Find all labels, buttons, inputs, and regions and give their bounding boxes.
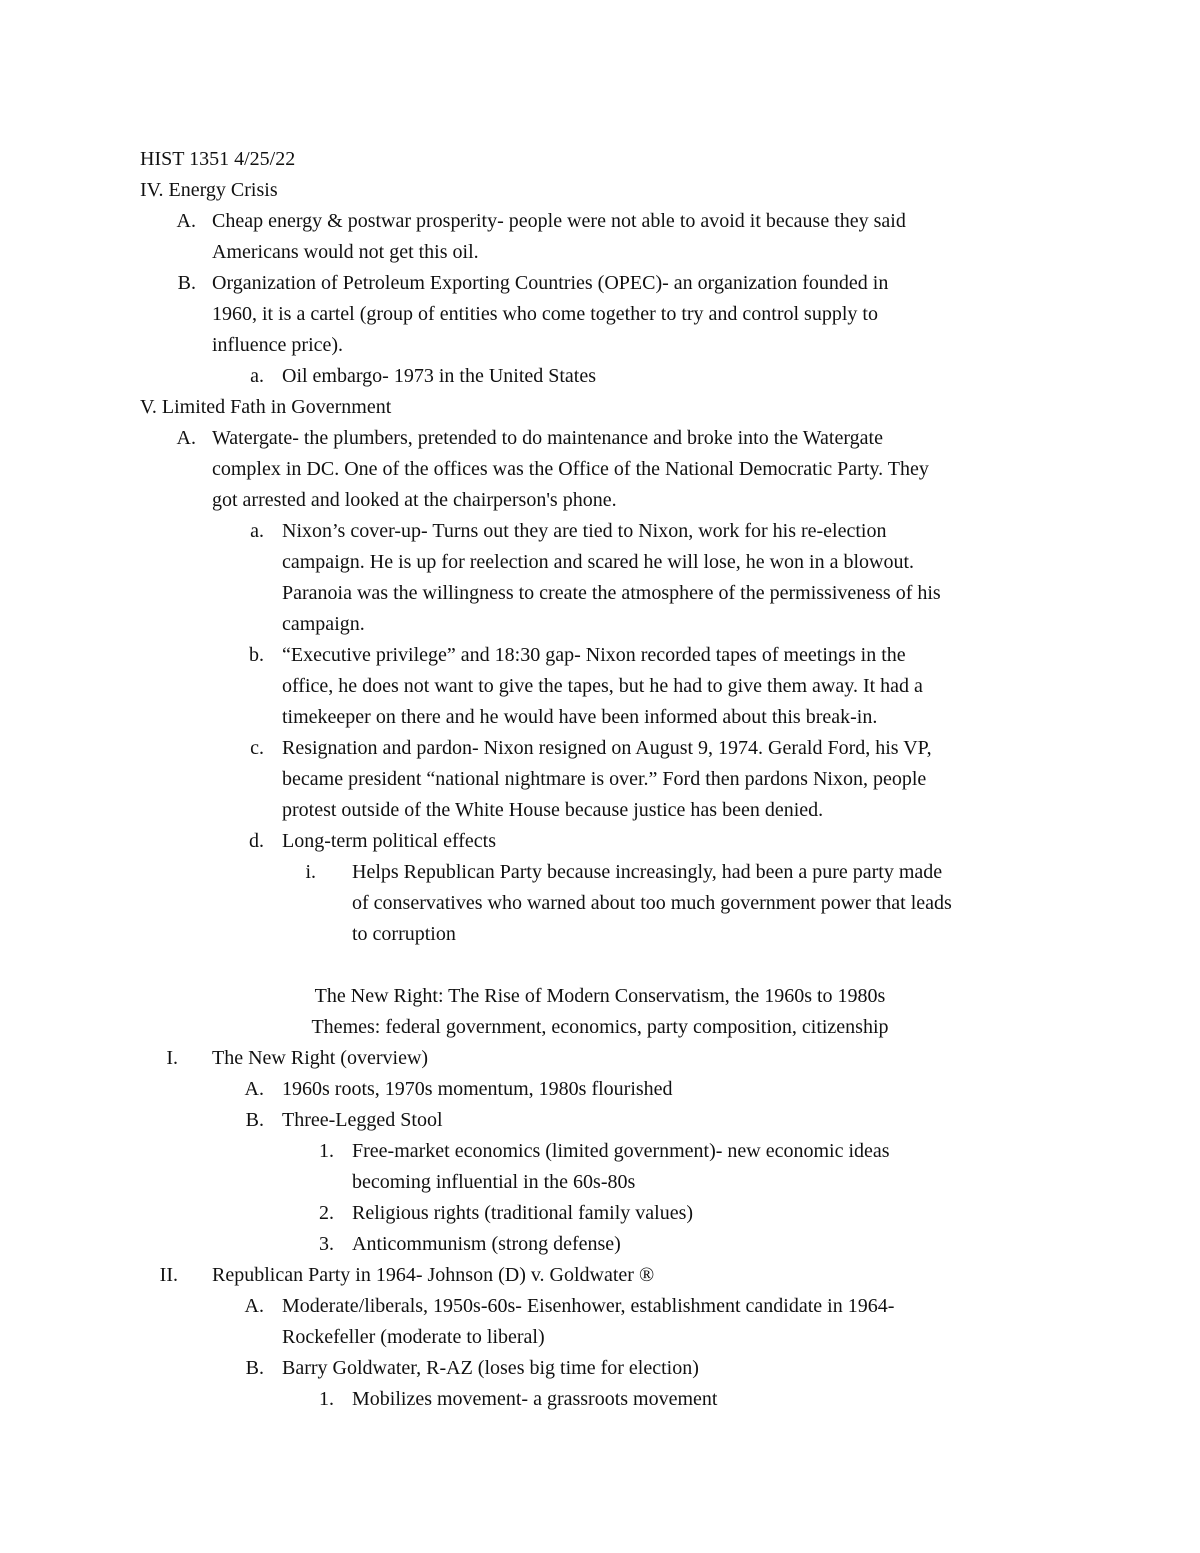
item-marker: c. xyxy=(250,737,264,759)
note-line: complex in DC. One of the offices was the Office of the National Democratic Party. They xyxy=(212,458,929,480)
item-marker: b. xyxy=(249,644,264,666)
note-line: Republican Party in 1964- Johnson (D) v. Goldwater ® xyxy=(212,1264,655,1286)
section-heading-limited-faith: V. Limited Fath in Government xyxy=(140,396,392,418)
note-line: Watergate- the plumbers, pretended to do maintenance and broke into the Watergate xyxy=(212,427,883,449)
note-line: Helps Republican Party because increasingly, had been a pure party made xyxy=(352,861,943,883)
note-line: of conservatives who warned about too much government power that leads xyxy=(352,892,952,914)
note-line: Long-term political effects xyxy=(282,830,496,852)
note-line: protest outside of the White House because justice has been denied. xyxy=(282,799,824,821)
note-line: Organization of Petroleum Exporting Countries (OPEC)- an organization founded in xyxy=(212,272,889,294)
note-line: Three-Legged Stool xyxy=(282,1109,443,1131)
item-marker: 1. xyxy=(319,1140,334,1162)
item-marker: i. xyxy=(305,861,316,883)
item-marker: A. xyxy=(176,210,196,232)
note-line: Americans would not get this oil. xyxy=(212,241,479,263)
note-line: Mobilizes movement- a grassroots movement xyxy=(352,1388,718,1410)
item-marker: a. xyxy=(250,365,264,387)
note-line: became president “national nightmare is over.” Ford then pardons Nixon, people xyxy=(282,768,927,790)
note-line: influence price). xyxy=(212,334,344,356)
note-line: campaign. xyxy=(282,613,365,635)
item-marker: 1. xyxy=(319,1388,334,1410)
note-line: timekeeper on there and he would have been informed about this break-in. xyxy=(282,706,878,728)
item-marker: A. xyxy=(244,1295,264,1317)
new-right-title: The New Right: The Rise of Modern Conservatism, the 1960s to 1980s xyxy=(314,985,886,1007)
note-line: becoming influential in the 60s-80s xyxy=(352,1171,636,1193)
note-line: Oil embargo- 1973 in the United States xyxy=(282,365,597,387)
note-line: Cheap energy & postwar prosperity- people were not able to avoid it because they said xyxy=(212,210,906,232)
note-line: Religious rights (traditional family values) xyxy=(352,1202,694,1224)
note-line: Paranoia was the willingness to create the atmosphere of the permissiveness of his xyxy=(282,582,941,604)
item-marker: A. xyxy=(244,1078,264,1100)
item-marker: 2. xyxy=(319,1202,334,1224)
note-line: The New Right (overview) xyxy=(212,1047,429,1069)
note-line: campaign. He is up for reelection and scared he will lose, he won in a blowout. xyxy=(282,551,915,573)
note-line: office, he does not want to give the tapes, but he had to give them away. It had a xyxy=(282,675,923,697)
note-line: 1960s roots, 1970s momentum, 1980s flourished xyxy=(282,1078,673,1100)
item-marker: A. xyxy=(176,427,196,449)
note-line: 1960, it is a cartel (group of entities who come together to try and control supply to xyxy=(212,303,878,325)
section-heading-energy-crisis: IV. Energy Crisis xyxy=(140,179,278,201)
item-marker: II. xyxy=(159,1264,178,1286)
new-right-themes: Themes: federal government, economics, party composition, citizenship xyxy=(311,1016,889,1038)
item-marker: B. xyxy=(245,1109,264,1131)
note-line: to corruption xyxy=(352,923,456,945)
item-marker: a. xyxy=(250,520,264,542)
item-marker: I. xyxy=(166,1047,178,1069)
item-marker: B. xyxy=(177,272,196,294)
note-line: Nixon’s cover-up- Turns out they are tied to Nixon, work for his re-election xyxy=(282,520,887,542)
item-marker: B. xyxy=(245,1357,264,1379)
note-line: Moderate/liberals, 1950s-60s- Eisenhower, establishment candidate in 1964- xyxy=(282,1295,895,1317)
note-line: Free-market economics (limited government)- new economic ideas xyxy=(352,1140,890,1162)
item-marker: d. xyxy=(249,830,264,852)
note-line: “Executive privilege” and 18:30 gap- Nixon recorded tapes of meetings in the xyxy=(282,644,906,666)
note-line: Resignation and pardon- Nixon resigned on August 9, 1974. Gerald Ford, his VP, xyxy=(282,737,932,759)
note-line: Barry Goldwater, R-AZ (loses big time for election) xyxy=(282,1357,699,1379)
item-marker: 3. xyxy=(319,1233,334,1255)
note-line: got arrested and looked at the chairperson's phone. xyxy=(212,489,617,511)
note-line: Rockefeller (moderate to liberal) xyxy=(282,1326,545,1348)
document-header: HIST 1351 4/25/22 xyxy=(140,148,296,170)
note-line: Anticommunism (strong defense) xyxy=(352,1233,621,1255)
